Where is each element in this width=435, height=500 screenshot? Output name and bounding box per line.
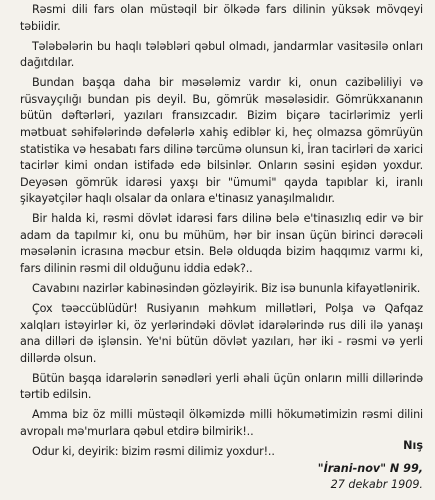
paragraph: Çox təəccüblüdür! Rusiyanın məhkum millətləri, Polşa və Qafqaz xalqları istəyirlər ki, öz yerlərindəki dövlət idarələrində rus dili ilə yanaşı ana dilləri də işlənsin. Ye'ni bütün dövlət yazıları, hər iki - rəsmi və yerli dillərdə olsun.	[20, 302, 423, 365]
paragraph: Bundan başqa daha bir məsələmiz vardır ki, onun cazibəliliyi və rüsvayçılığı bundan pis deyil. Bu, gömrük məsələsidir. Gömrükxananın bütün dəftərləri, yazıları fransızcadır. Bizim biçarə tacirlərimiz yerli mətbuat səhifələrində dəfələrlə xahiş ediblər ki, heç olmazsa gömrüyün statistika və hesabatı fars dilinə tərcümə olunsun ki, İran tacirləri də xarici tacirlər kimi ondan istifadə edə bilsinlər. Onların səsini eşidən yoxdur. Deyəsən gömrük idarəsi yaxşı bir "ümumi" qayda tapıblar ki, iranlı şikayətçilər haqlı olsalar da onlara e'tinasız yanaşılmalıdır.	[20, 76, 423, 206]
signature-date: 27 dekabr 1909.	[330, 478, 423, 492]
paragraph: Odur ki, deyirik: bizim rəsmi dilimiz yoxdur!..	[32, 444, 275, 458]
article-body	[20, 2, 423, 461]
paragraph: Amma biz öz milli müstəqil ölkəmizdə milli hökumətimizin rəsmi dilini avropalı mə'murlara qəbul etdirə bilmirik!..	[20, 408, 423, 438]
paragraph: Rəsmi dili fars olan müstəqil bir ölkədə fars dilinin yüksək mövqeyi təbiidir.	[20, 3, 423, 33]
paragraph: Bütün başqa idarələrin sənədləri yerli əhali üçün onların milli dillərində tərtib edilsin.	[20, 371, 423, 402]
signature-author: Nış	[403, 439, 423, 453]
signature-block	[318, 438, 423, 494]
paragraph: Bir haldа ki, rəsmi dövlət idarəsi fars dilinə belə e'tinasızlıq edir və bir adam da tapılmır ki, onu bu mühüm, hər bir insan üçün birinci dərəcəli məsələnin icrasına məcbur etsin. Belə olduqda bizim haqqımız varmı ki, fars dilinin rəsmi dil olduğunu iddia edək?..	[20, 212, 423, 276]
signature-source: "İrani-nov" N 99,	[317, 461, 423, 475]
paragraph: Cavabını nazirlər kabinəsindən gözləyirik. Biz isə bununla kifayətlənirik.	[32, 282, 421, 296]
paragraph: Tələbələrin bu haqlı tələbləri qəbul olmadı, jandarmlar vasitəsilə onları dağıtdılar.	[20, 39, 423, 70]
